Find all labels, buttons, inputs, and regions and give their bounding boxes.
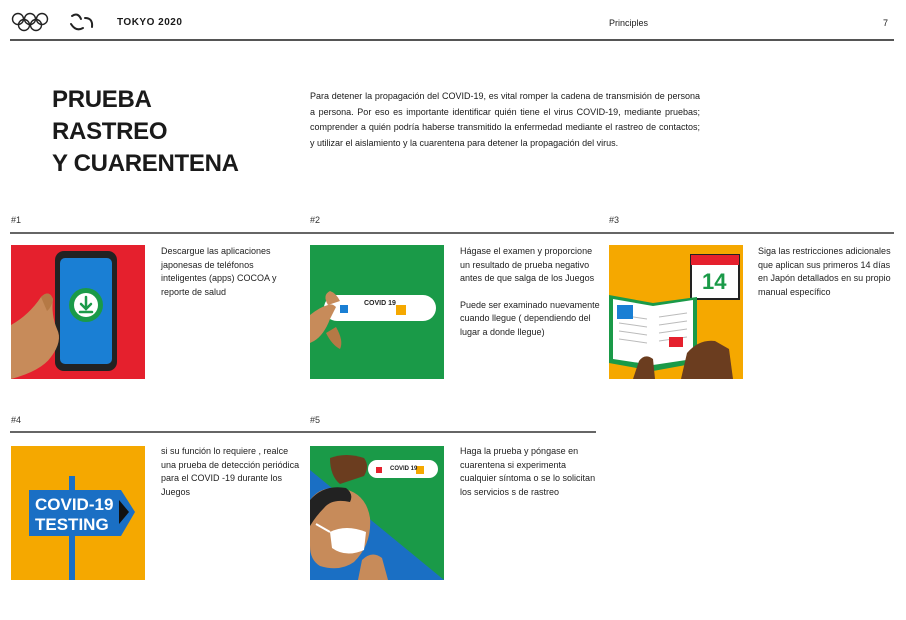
calendar-day: 14	[702, 269, 727, 294]
step-4-number: #4	[11, 415, 22, 425]
step-2-number: #2	[310, 215, 321, 225]
title-line: Y CUARENTENA	[52, 150, 239, 177]
step-1-illustration	[11, 245, 145, 379]
title-line: RASTREO	[52, 118, 168, 145]
step-5-paragraph: Haga la prueba y póngase en cuarentena si experimenta cualquier síntoma o se lo solicitan los servicios s de rastreo	[460, 446, 596, 497]
step-5-number: #5	[310, 415, 321, 425]
page-title	[52, 84, 282, 180]
olympic-rings-logo	[11, 11, 49, 33]
games-name: TOKYO 2020	[117, 17, 183, 28]
step-3-paragraph: Siga las restricciones adicionales que aplican sus primeros 14 días en Japón detallados en su propio manual específico	[758, 246, 891, 297]
phone-download-icon	[11, 245, 145, 379]
intro-paragraph: Para detener la propagación del COVID-19, es vital romper la cadena de transmisión de persona a persona. Por eso es importante identificar quién tiene el virus COVID-19, mediante pruebas; comprender a quién podría haberse transmitido la enfermedad mediante el rastreo de contactos; y utilizar el aislamiento y la cuarentena para detener la propagación del virus.	[310, 91, 700, 148]
step-5-illustration	[310, 446, 444, 580]
step-3-text	[758, 245, 898, 299]
page-number: 7	[883, 18, 889, 28]
sign-line-1: COVID-19	[35, 495, 114, 514]
header-divider	[10, 39, 894, 41]
masked-person-test-icon	[310, 446, 444, 580]
step-5-text	[460, 445, 600, 499]
step-1-text	[161, 245, 299, 299]
test-kit-icon	[310, 245, 444, 379]
row-1-divider	[10, 232, 894, 234]
step-2-paragraph: Hágase el examen y proporcione un resultado de prueba negativo antes de que salga de los Juegos	[460, 246, 595, 283]
calendar-book-icon	[609, 245, 743, 379]
test-stick-label: COVID 19	[390, 466, 418, 472]
step-2-paragraph: Puede ser examinado nuevamente cuando llegue ( dependiendo del lugar a donde llegue)	[460, 299, 600, 337]
testing-sign-icon	[11, 446, 145, 580]
step-2-text	[460, 245, 600, 339]
step-2-illustration	[310, 245, 444, 379]
step-4-illustration	[11, 446, 145, 580]
paralympic-agitos-logo	[68, 10, 96, 34]
row-2-divider	[10, 431, 596, 433]
step-4-text	[161, 445, 301, 499]
page-header	[0, 0, 906, 44]
title-line: PRUEBA	[52, 86, 152, 113]
step-4-paragraph: si su función lo requiere , realce una prueba de detección periódica para el COVID -19 durante los Juegos	[161, 446, 300, 497]
sign-line-2: TESTING	[35, 515, 109, 534]
step-1-number: #1	[11, 215, 22, 225]
step-1-paragraph: Descargue las aplicaciones japonesas de teléfonos inteligentes (apps) COCOA y reporte de salud	[161, 246, 277, 297]
test-kit-label: COVID 19	[364, 300, 396, 307]
step-3-number: #3	[609, 215, 620, 225]
section-name: Principles	[609, 18, 649, 28]
step-3-illustration	[609, 245, 743, 379]
